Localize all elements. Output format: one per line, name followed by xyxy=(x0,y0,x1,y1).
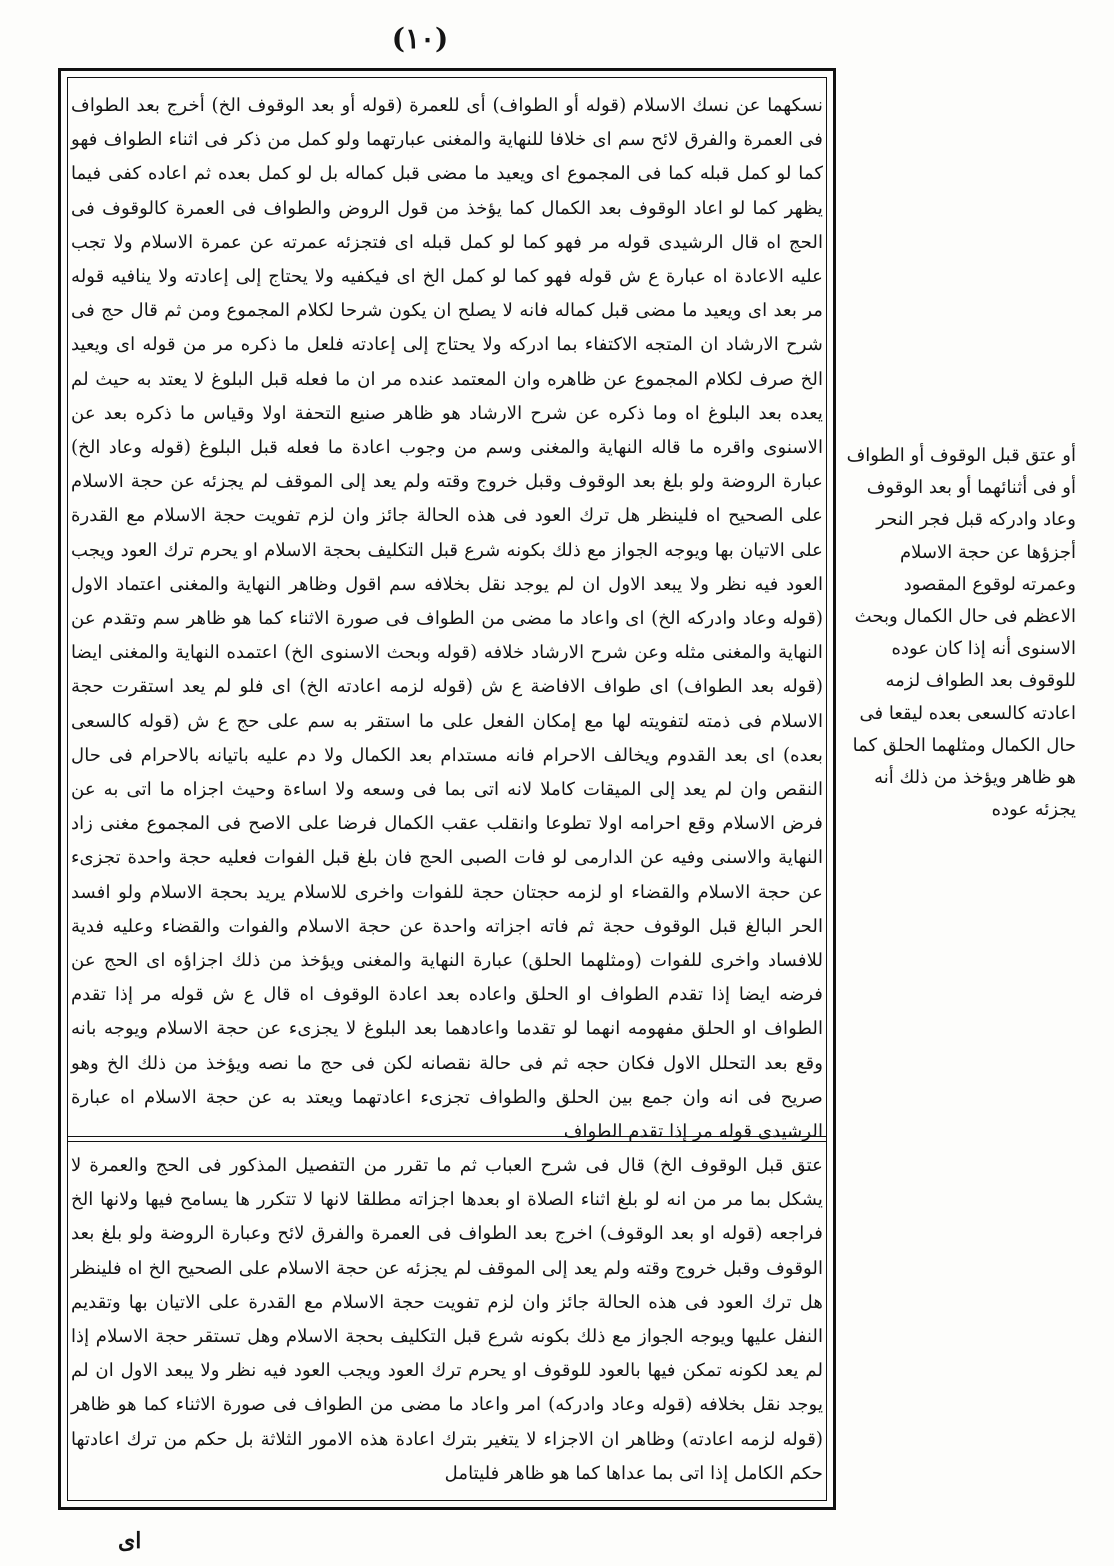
footnote-divider xyxy=(67,1136,827,1142)
catchword: اى xyxy=(118,1528,142,1554)
footnote-text: عتق قبل الوقوف الخ) قال فى شرح العباب ثم ما تقرر من التفصيل المذكور فى الحج والعمرة لا يشكل بما مر من انه لو بلغ اثناء الصلاة او بعدها اجزاته مطلقا لانها لا تتكرر ها يسامح فيها ولانها الخ فراجعه (قوله او بعد الوقوف) اخرج بعد الطواف فى العمرة والفرق لائح وعبارة الروضة ولو بلغ بعد الوقوف وقبل خروج وقته ولم يعد إلى الموقف لم يجزئه عن حجة الاسلام على الصحيح الخ اه فلينظر هل ترك العود فى هذه الحالة جائز وان لزم تفويت حجة الاسلام مع القدرة على الاتيان بها وتقديم النفل عليها ويوجه الجواز مع ذلك بكونه شرع قبل التكليف بحجة الاسلام وهل تستقر حجة الاسلام إذا لم يعد لكونه تمكن فيها بالعود للوقوف او يحرم ترك العود ويجب العود فيه نظر ولا يبعد الاول ان لم يوجد نقل بخلافه (قوله وعاد وادركه) امر واعاد ما مضى من الطواف فى صورة الاثناء كما هو ظاهر (قوله لزمه اعادته) وظاهر ان الاجزاء لا يتغير بترك اعادة هذه الامور الثلاثة بل حكم من ترك اعادتها حكم الكامل إذا اتى بما عداها كما هو ظاهر فليتامل xyxy=(71,1155,823,1484)
commentary-text: نسكهما عن نسك الاسلام (قوله أو الطواف) أى للعمرة (قوله أو بعد الوقوف الخ) أخرج بعد الطواف فى العمرة والفرق لائح سم اى خلافا للنهاية والمغنى عبارتهما ولو كمل من ذكر فى اثناء الطواف فهو كما لو كمل قبله كما فى المجموع اى ويعيد ما مضى قبل كماله بل لو كمل بعده ثم اعاده كفى فيما يظهر كما لو اعاد الوقوف بعد الكمال كما يؤخذ من قول الروض والطواف فى العمرة كالوقوف فى الحج اه قال الرشيدى قوله مر فهو كما لو كمل قبله اى فتجزئه عمرته عن عمرة الاسلام ولا تجب عليه الاعادة اه عبارة ع ش قوله فهو كما لو كمل الخ اى فيكفيه ولا يحتاج إلى إعادته ولا ينافيه قوله مر بعد اى ويعيد ما مضى قبل كماله فانه لا يصلح ان يكون شرحا لكلام المجموع ومن ثم قال حج فى شرح الارشاد ان المتجه الاكتفاء بما ادركه ولا يحتاج إلى إعادته فلعل ما ذكره مر من قوله اى ويعيد الخ صرف لكلام المجموع عن ظاهره وان المعتمد عنده مر ان ما فعله قبل البلوغ لا يعتد به حيث لم يعده بعد البلوغ اه وما ذكره عن شرح الارشاد هو ظاهر صنيع التحفة اولا وقياس ما ذكره بعد عن الاسنوى واقره ما قاله النهاية والمغنى وسم من وجوب اعادة ما فعله قبل البلوغ (قوله وعاد الخ) عبارة الروضة ولو بلغ بعد الوقوف وقبل خروج وقته ولم يعد إلى الموقف لم يجزئه عن حجة الاسلام على الصحيح اه فلينظر هل ترك العود فى هذه الحالة جائز وان لزم تفويت حجة الاسلام مع القدرة على الاتيان بها ويوجه الجواز مع ذلك بكونه شرع قبل التكليف بحجة الاسلام او يحرم ترك العود ويجب العود فيه نظر ولا يبعد الاول ان لم يوجد نقل بخلافه سم اقول وظاهر النهاية والمغنى اعتماد الاول (قوله وعاد وادركه الخ) اى واعاد ما مضى من الطواف فى صورة الاثناء كما هو ظاهر سم وتقدم عن النهاية والمغنى مثله وعن شرح الارشاد خلافه (قوله وبحث الاسنوى الخ) اعتمده النهاية والمغنى ايضا (قوله بعد الطواف) اى طواف الافاضة ع ش (قوله لزمه اعادته الخ) اى فلو لم يعد استقرت حجة الاسلام فى ذمته لتفويته لها مع إمكان الفعل على ما استقر به سم على حج ع ش (قوله كالسعى بعده) اى بعد القدوم ويخالف الاحرام فانه مستدام بعد الكمال ولا دم عليه باتيانه بالاحرام فى حال النقص وان لم يعد إلى الميقات كاملا لانه اتى بما فى وسعه ولا اساءة وحيث اجزاه ما اتى به عن فرض الاسلام وقع احرامه اولا تطوعا وانقلب عقب الكمال فرضا على الاصح فى المجموع مغنى زاد النهاية والاسنى وفيه عن الدارمى لو فات الصبى الحج فان بلغ قبل الفوات فعليه حجة واحدة تجزىء عن حجة الاسلام والقضاء او لزمه حجتان حجة للفوات واخرى للاسلام يريد بحجة الاسلام ولو افسد الحر البالغ قبل الوقوف حجة ثم فاته اجزاته واحدة عن حجة الاسلام والفوات والقضاء وعليه فدية للافساد واخرى للفوات (ومثلهما الحلق) عبارة النهاية والمغنى ويؤخذ من ذلك اجزاؤه اى الحج عن فرضه ايضا إذا تقدم الطواف او الحلق واعاده بعد اعادة الوقوف اه قال ع ش قوله مر إذا تقدم الطواف او الحلق مفهومه انهما لو تقدما واعادهما بعد البلوغ لا يجزىء عن حجة الاسلام ويوجه بانه وقع بعد التحلل الاول فكان حجه ثم فى حالة نقصانه لكن فى حج ما نصه ويؤخذ من ذلك الخ وهو صريح فى انه وان جمع بين الحلق والطواف تجزىء اعادتهما ويعتد به عن حجة الاسلام اه عبارة الرشيدى قوله مر إذا تقدم الطواف xyxy=(71,95,823,1143)
margin-note: أو عتق قبل الوقوف أو الطواف أو فى أثنائهما أو بعد الوقوف وعاد وادركه قبل فجر النحر أجزؤها عن حجة الاسلام وعمرته لوقوع المقصود الاعظم فى حال الكمال وبحث الاسنوى أنه إذا كان عوده للوقوف بعد الطواف لزمه اعادته كالسعى بعده ليقعا فى حال الكمال ومثلهما الحلق كما هو ظاهر ويؤخذ من ذلك أنه يجزئه عوده xyxy=(846,445,1076,821)
text-frame xyxy=(58,68,836,1510)
page-number: (١٠) xyxy=(391,22,449,55)
